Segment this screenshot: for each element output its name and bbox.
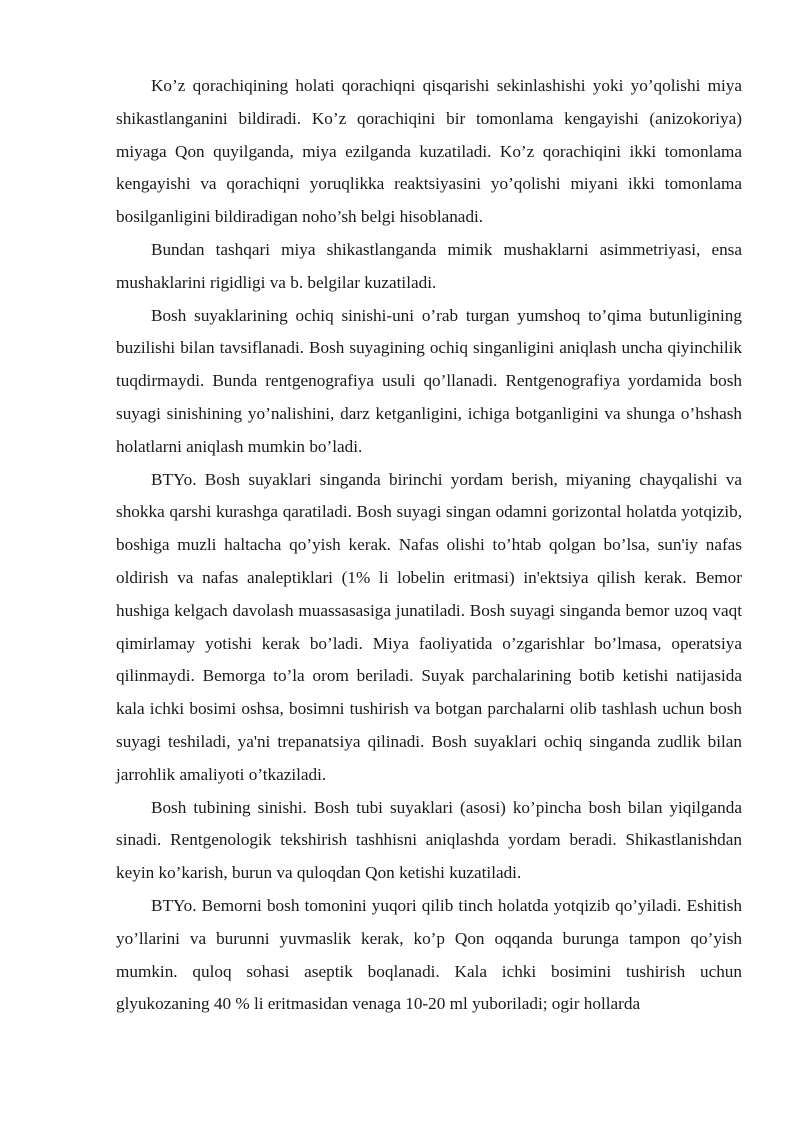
paragraph-first-aid-skull: BTYo. Bosh suyaklari singanda birinchi yordam berish, miyaning chayqalishi va shokka qarshi kurashga qaratiladi. Bosh suyagi singan odamni gorizontal holatda yotqizib, boshiga muzli haltacha qo’yish kerak. Nafas olishi to’htab qolgan bo’lsa, sun'iy nafas oldirish va nafas analeptiklari (1% li lobelin eritmasi) in'ektsiya qilish kerak. Bemor hushiga kelgach davolash muassasasiga junatiladi. Bosh suyagi singanda bemor uzoq vaqt qimirlamay yotishi kerak bo’ladi. Miya faoliyatida o’zgarishlar bo’lmasa, operatsiya qilinmaydi. Bemorga to’la orom beriladi. Suyak parchalarining botib ketishi natijasida kala ichki bosimi oshsa, bosimni tushirish va botgan parchalarni olib tashlash uchun bosh suyagi teshiladi, ya'ni trepanatsiya qilinadi. Bosh suyaklari ochiq singanda zudlik bilan jarrohlik amaliyoti o’tkaziladi. xyxy=(116,469,742,784)
paragraph-first-aid-skull-base: BTYo. Bemorni bosh tomonini yuqori qilib tinch holatda yotqizib qo’yiladi. Eshitish yo’llarini va burunni yuvmaslik kerak, ko’p Qon oqqanda burunga tampon qo’yish mumkin. quloq sohasi aseptik boqlanadi. Kala ichki bosimini tushirish uchun glyukozaning 40 % li eritmasidan venaga 10-20 ml yuboriladi; ogir hollarda xyxy=(116,895,742,1014)
paragraph-pupil-signs: Ko’z qorachiqining holati qorachiqni qisqarishi sekinlashishi yoki yo’qolishi miya shikastlanganini bildiradi. Ko’z qorachiqini bir tomonlama kengayishi (anizokoriya) miyaga Qon quyilganda, miya ezilganda kuzatiladi. Ko’z qorachiqini ikki tomonlama kengayishi va qorachiqni yoruqlikka reaktsiyasini yo’qolishi miyani ikki tomonlama bosilganligini bildiradigan noho’sh belgi hisoblanadi. xyxy=(116,76,742,227)
body-text xyxy=(116,70,742,1021)
paragraph-skull-base-fracture: Bosh tubining sinishi. Bosh tubi suyaklari (asosi) ko’pincha bosh bilan yiqilganda sinadi. Rentgenologik tekshirish tashhisni aniqlashda yordam beradi. Shikastlanishdan keyin ko’karish, burun va quloqdan Qon ketishi kuzatiladi. xyxy=(116,797,742,883)
paragraph-open-fracture: Bosh suyaklarining ochiq sinishi-uni o’rab turgan yumshoq to’qima butunligining buzilishi bilan tavsiflanadi. Bosh suyagining ochiq singanligini aniqlash uncha qiyinchilik tuqdirmaydi. Bunda rentgenografiya usuli qo’llanadi. Rentgenografiya yordamida bosh suyagi sinishining yo’nalishini, darz ketganligini, ichiga botganligini va shunga o’hshash holatlarni aniqlash mumkin bo’ladi. xyxy=(116,305,742,456)
paragraph-other-signs: Bundan tashqari miya shikastlanganda mimik mushaklarni asimmetriyasi, ensa mushaklarini rigidligi va b. belgilar kuzatiladi. xyxy=(116,239,742,292)
